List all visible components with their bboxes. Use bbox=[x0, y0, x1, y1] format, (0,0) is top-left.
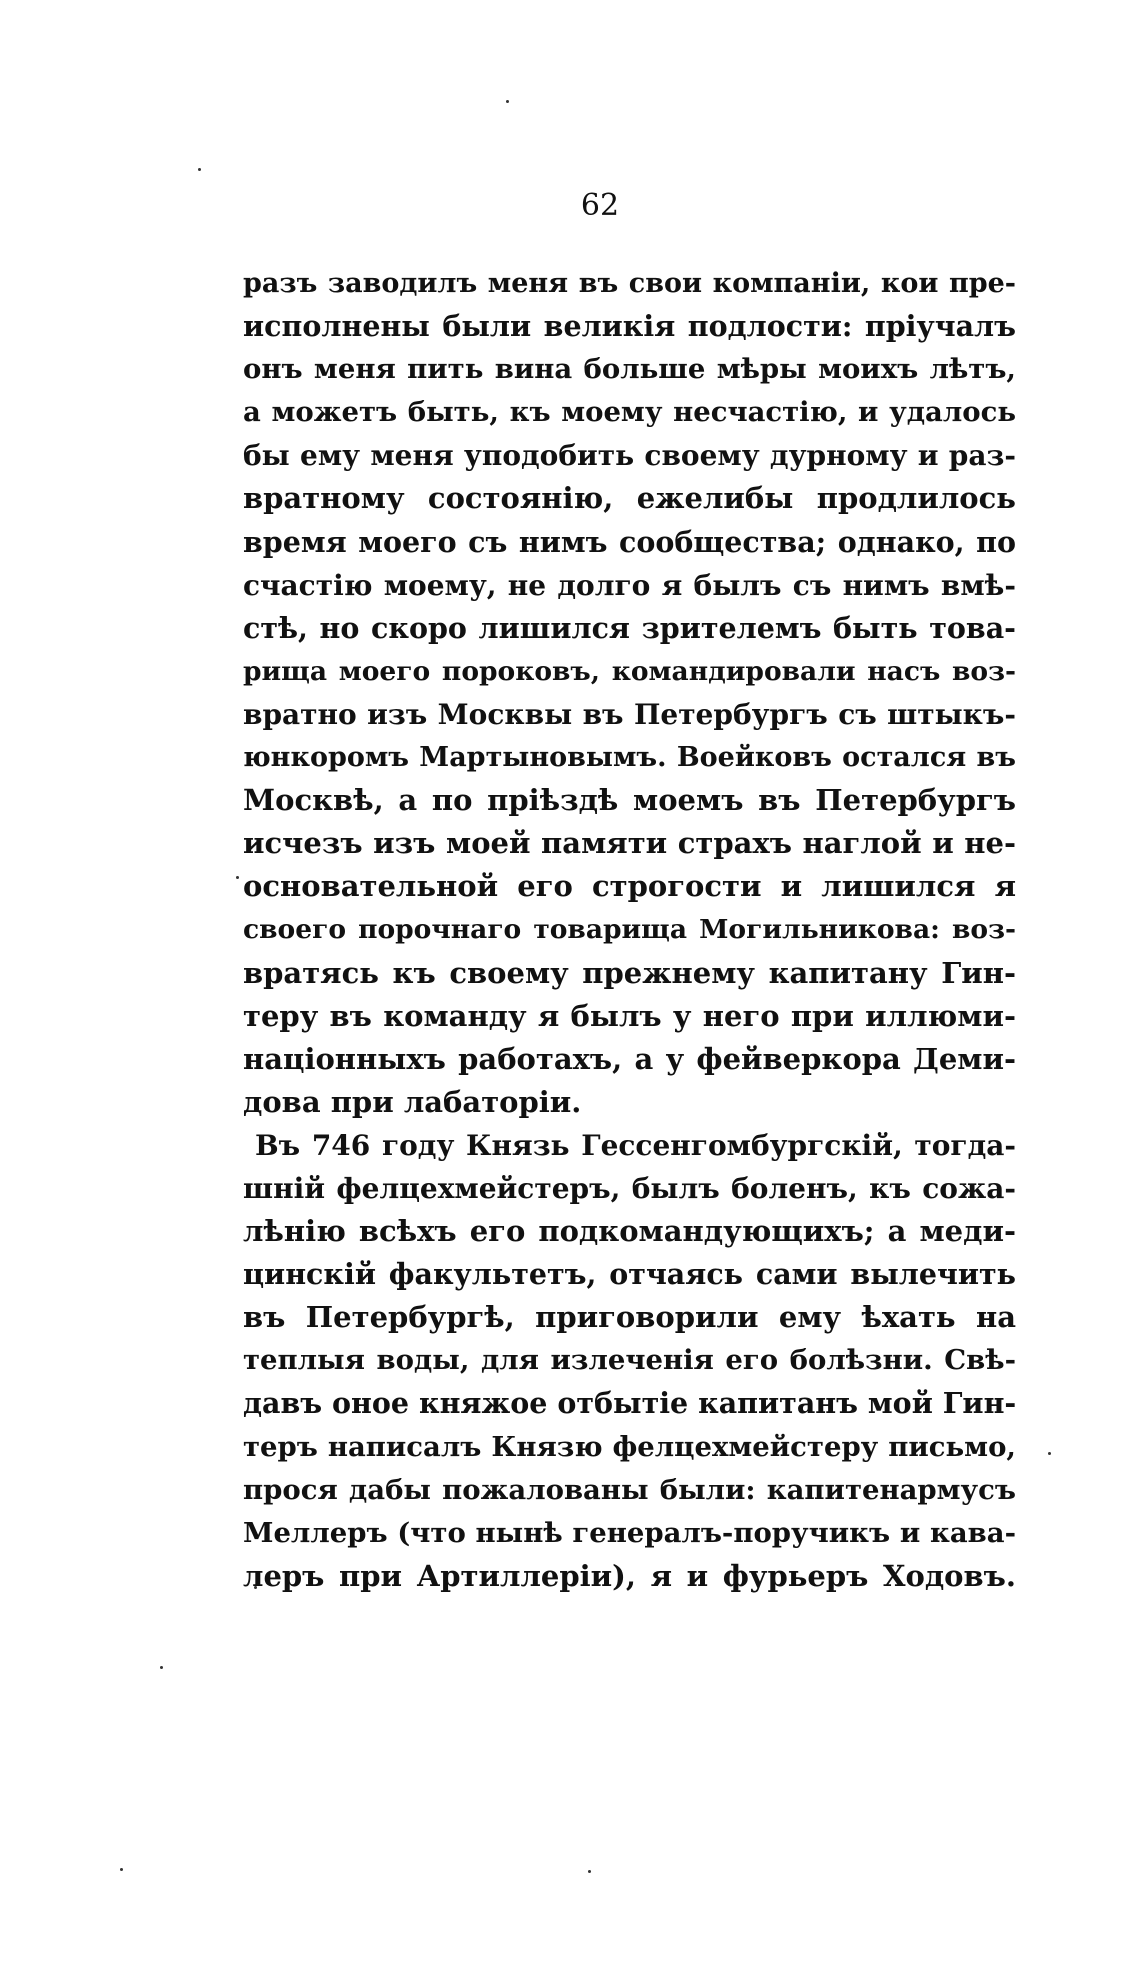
paper-speck bbox=[160, 1666, 163, 1669]
text-line: теру въ команду я былъ у него при иллюми- bbox=[243, 998, 1016, 1033]
body-text bbox=[243, 262, 1016, 1598]
text-line: вратясь къ своему прежнему капитану Гин- bbox=[243, 955, 1016, 990]
paper-speck bbox=[236, 876, 239, 879]
text-line: давъ оное княжое отбытіе капитанъ мой Гин- bbox=[243, 1386, 1017, 1421]
text-line: прося дабы пожалованы были: капитенармусъ bbox=[243, 1473, 1016, 1506]
text-line: рища моего пороковъ, командировали насъ воз- bbox=[243, 655, 1016, 687]
text-line: націонныхъ работахъ, а у фейверкора Деми- bbox=[243, 1041, 1016, 1076]
paper-speck bbox=[506, 100, 509, 103]
page-number: 62 bbox=[580, 188, 620, 223]
text-line: время моего съ нимъ сообщества; однако, по bbox=[243, 524, 1016, 559]
paper-speck bbox=[198, 168, 201, 171]
text-line: а можетъ быть, къ моему несчастію, и удалось bbox=[243, 396, 1016, 429]
paragraph-end-line: дова при лабаторіи. bbox=[243, 1084, 582, 1119]
text-line: лѣнію всѣхъ его подкомандующихъ; а меди- bbox=[243, 1214, 1016, 1249]
text-line: онъ меня пить вина больше мѣры моихъ лѣтъ, bbox=[243, 353, 1016, 386]
paragraph-start-line: Въ 746 году Князь Гессенгомбургскій, тогда- bbox=[255, 1128, 1016, 1162]
text-line: теплыя воды, для излеченія его болѣзни. Свѣ- bbox=[243, 1344, 1016, 1377]
text-line: леръ при Артиллеріи), я и фурьеръ Ходовъ. bbox=[243, 1558, 1016, 1593]
text-line: Москвѣ, а по пріѣздѣ моемъ въ Петербургъ bbox=[243, 783, 1016, 818]
text-line: вратному состоянію, ежелибы продлилось bbox=[243, 481, 1016, 516]
text-line: цинскій факультетъ, отчаясь сами вылечить bbox=[243, 1257, 1016, 1292]
text-line: исчезъ изъ моей памяти страхъ наглой и не- bbox=[243, 826, 1016, 861]
text-line: Меллеръ (что нынѣ генералъ-поручикъ и кава- bbox=[243, 1516, 1016, 1549]
text-line: въ Петербургѣ, приговорили ему ѣхать на bbox=[243, 1300, 1016, 1335]
text-line: основательной его строгости и лишился я bbox=[243, 869, 1016, 904]
text-line: бы ему меня уподобить своему дурному и раз- bbox=[243, 439, 1016, 473]
text-line: шній фелцехмейстеръ, былъ боленъ, къ сожа- bbox=[243, 1171, 1016, 1205]
text-line: счастію моему, не долго я былъ съ нимъ вмѣ- bbox=[243, 568, 1016, 602]
paper-speck bbox=[588, 1870, 591, 1873]
text-line: своего порочнаго товарища Могильникова: воз- bbox=[243, 914, 1016, 946]
text-line: вратно изъ Москвы въ Петербургъ съ штыкъ- bbox=[243, 697, 1016, 731]
text-line: стѣ, но скоро лишился зрителемъ быть това- bbox=[243, 610, 1016, 645]
text-line: юнкоромъ Мартыновымъ. Воейковъ остался въ bbox=[243, 742, 1016, 774]
paper-speck bbox=[1048, 1452, 1051, 1455]
text-line: теръ написалъ Князю фелцехмейстеру письмо, bbox=[243, 1430, 1016, 1463]
paper-speck bbox=[120, 1868, 123, 1871]
text-line: разъ заводилъ меня въ свои компаніи, кои пре- bbox=[243, 268, 1016, 299]
text-line: исполнены были великія подлости: пріучалъ bbox=[243, 309, 1016, 344]
